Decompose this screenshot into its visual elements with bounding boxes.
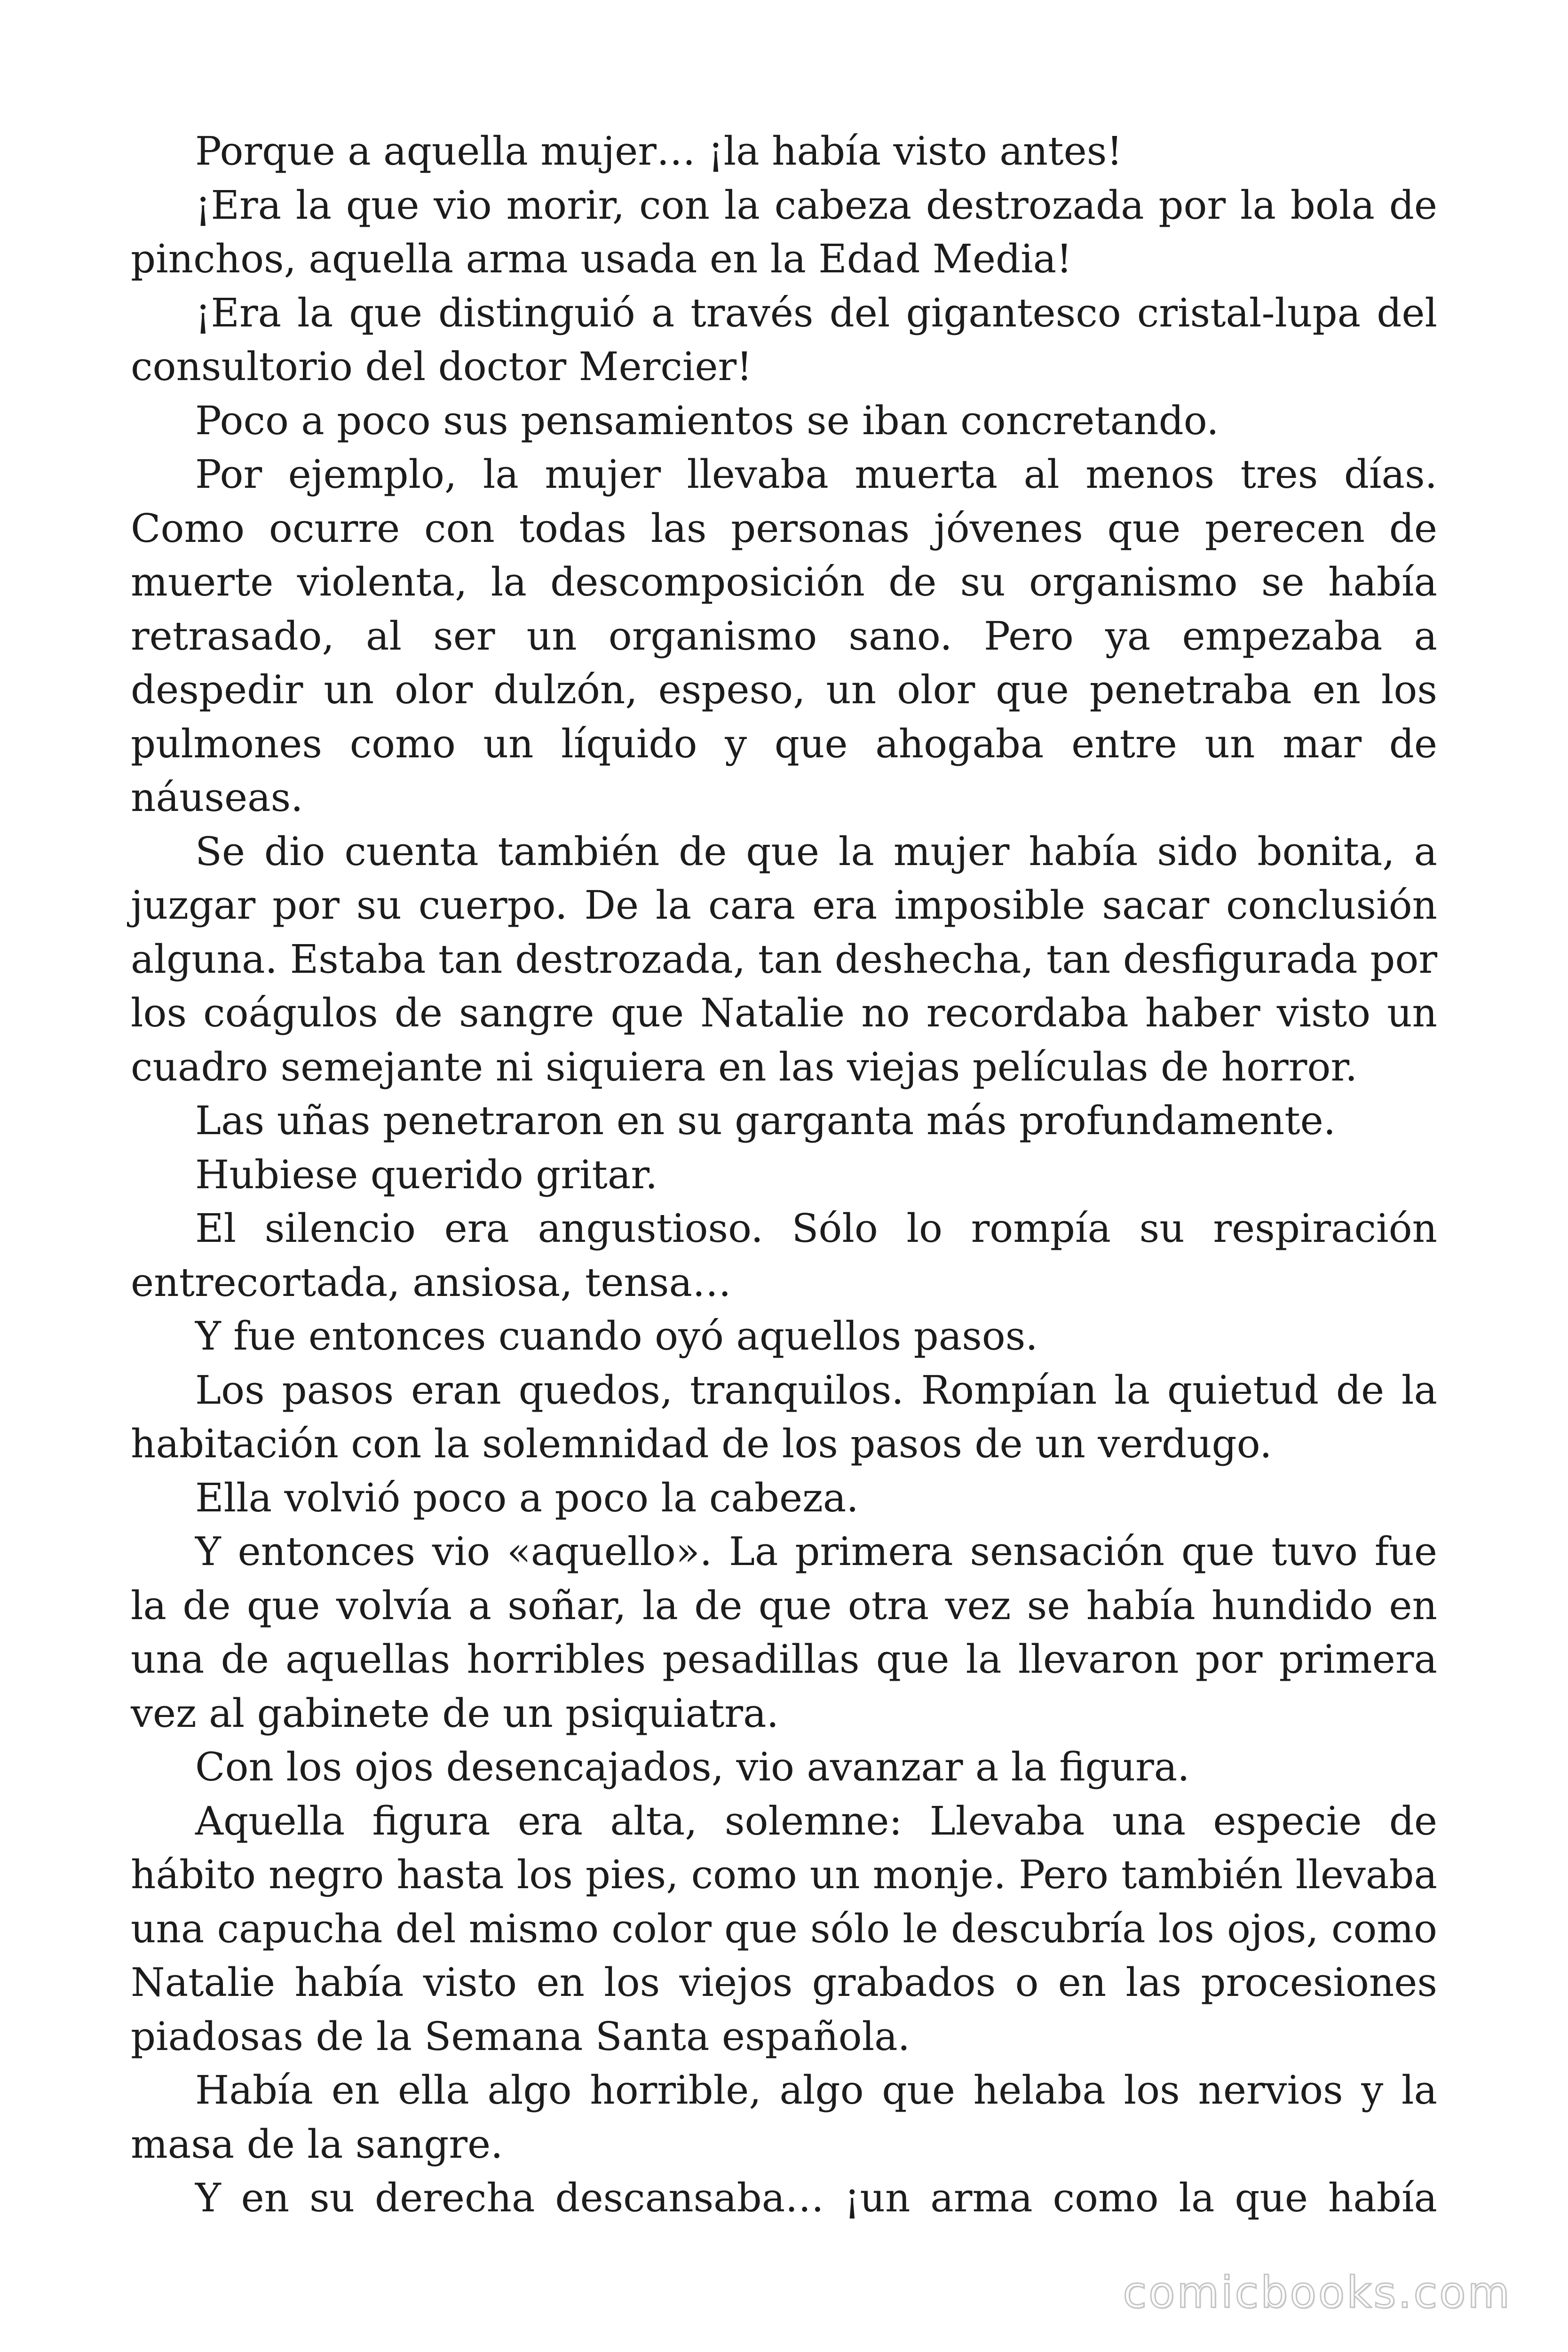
paragraph: El silencio era angustioso. Sólo lo rompía su respiración entrecortada, ansiosa, tensa… — [131, 1206, 1437, 1305]
paragraph: Había en ella algo horrible, algo que helaba los nervios y la masa de la sangre. — [131, 2067, 1437, 2167]
body-text — [131, 125, 1437, 2225]
paragraph: Y entonces vio «aquello». La primera sensación que tuvo fue la de que volvía a soñar, la de que otra vez se había hundido en una de aquellas horribles pesadillas que la llevaron por primera vez al gabinete de un psiquiatra. — [131, 1529, 1437, 1736]
paragraph: ¡Era la que distinguió a través del gigantesco cristal-lupa del consultorio del doctor Mercier! — [131, 290, 1437, 389]
paragraph: Porque a aquella mujer… ¡la había visto antes! — [195, 128, 1123, 174]
watermark-logo: comicbooks.com — [1123, 2267, 1512, 2318]
paragraph: Hubiese querido gritar. — [195, 1152, 658, 1198]
paragraph: Los pasos eran quedos, tranquilos. Rompían la quietud de la habitación con la solemnidad de los pasos de un verdugo. — [131, 1367, 1437, 1467]
paragraph: Se dio cuenta también de que la mujer había sido bonita, a juzgar por su cuerpo. De la cara era imposible sacar conclusión alguna. Estaba tan destrozada, tan deshecha, tan desfigurada por los coágulos de sangre que Natalie no recordaba haber visto un cuadro semejante ni siquiera en las viejas películas de horror. — [131, 828, 1437, 1090]
paragraph: Las uñas penetraron en su garganta más profundamente. — [195, 1098, 1336, 1144]
paragraph: Por ejemplo, la mujer llevaba muerta al menos tres días. Como ocurre con todas las personas jóvenes que perecen de muerte violenta, la descomposición de su organismo se había retrasado, al ser un organismo sano. Pero ya empezaba a despedir un olor dulzón, espeso, un olor que penetraba en los pulmones como un líquido y que ahogaba entre un mar de náuseas. — [131, 452, 1437, 820]
paragraph: Y en su derecha descansaba… ¡un arma como la que había — [195, 2175, 1437, 2221]
paragraph: Aquella figura era alta, solemne: Llevaba una especie de hábito negro hasta los pies, como un monje. Pero también llevaba una capucha del mismo color que sólo le descubría los ojos, como Natalie había visto en los viejos grabados o en las procesiones piadosas de la Semana Santa española. — [131, 1798, 1437, 2059]
paragraph: Poco a poco sus pensamientos se iban concretando. — [195, 397, 1219, 444]
paragraph: ¡Era la que vio morir, con la cabeza destrozada por la bola de pinchos, aquella arma usada en la Edad Media! — [131, 182, 1437, 282]
paragraph: Con los ojos desencajados, vio avanzar a la figura. — [195, 1744, 1190, 1790]
paragraph: Y fue entonces cuando oyó aquellos pasos. — [195, 1313, 1038, 1359]
paragraph: Ella volvió poco a poco la cabeza. — [195, 1475, 859, 1521]
